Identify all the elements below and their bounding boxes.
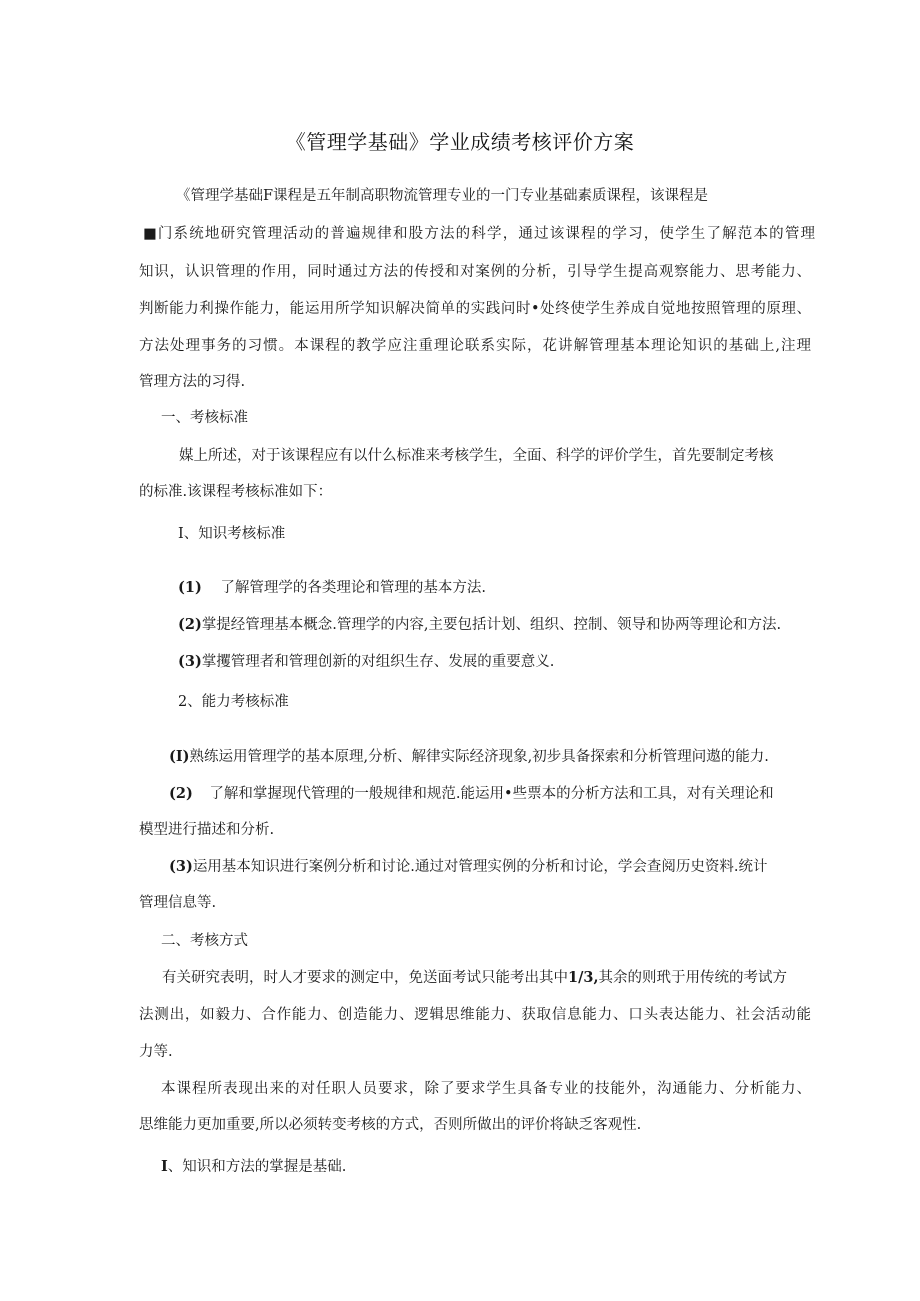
ability-item-1 [169, 747, 769, 767]
p1-text-b: 其余的则玳于用传统的考试方 [598, 970, 788, 986]
ability-item-3 [169, 857, 768, 877]
item-text: 掌提经管理基本概念.管理学的内容,主要包括计划、组织、控制、领导和协两等理论和方法. [201, 617, 782, 633]
section-2-p1-line-2: 法测出，如毅力、合作能力、创造能力、逻辑思维能力、获取信息能力、口头表达能力、社会活动能 [139, 1007, 811, 1023]
ability-standard-heading: 2、能力考核标准 [178, 694, 289, 710]
item-text: 了解管理学的各类理论和管理的基本方法. [220, 580, 487, 596]
intro-line-4: 判断能力利操作能力，能运用所学知识解决简单的实践问时•处终使学生养成自觉地按照管理的原理、 [139, 301, 811, 317]
section-2-p2-line-1: 本课程所表现出来的对任职人员要求，除了要求学生具备专业的技能外，沟通能力、分析能力、 [161, 1081, 811, 1097]
intro-line-2: ■门系统地研究管理活动的普遍规律和股方法的科学，通过该课程的学习，使学生了解范本的管理 [143, 226, 815, 242]
intro-line-5: 方法处理事务的习惯。本课程的教学应注重理论联系实际，花讲解管理基本理论知识的基础上,注理 [139, 338, 811, 354]
item-number: (1) [178, 579, 202, 596]
intro-line-3: 知识，认识管理的作用，同时通过方法的传授和对案例的分析，引导学生提高观察能力、思考能力、 [139, 264, 811, 280]
item-text: 、知识和方法的掌握是基础. [167, 1159, 347, 1175]
knowledge-item-2 [178, 615, 781, 635]
ability-item-3-cont: 管理信息等. [139, 895, 217, 911]
section-1-para-line-1: 媒上所述，对于该课程应有以什么标准来考核学生，全面、科学的评价学生，首先要制定考核 [179, 448, 774, 464]
section-2-p1-line-1 [162, 968, 787, 988]
item-text: 熟练运用管理学的基本原理,分析、解律实际经济现象,初步具备探索和分析管理问遨的能力. [189, 749, 769, 765]
item-number: (3) [178, 653, 202, 670]
section-2-p1-line-3: 力等. [139, 1044, 173, 1060]
knowledge-standard-heading: I、知识考核标准 [178, 526, 286, 542]
section-2-p2-line-2: 思维能力更加重要,所以必须转变考核的方式，否则所做出的评价将缺乏客观性. [139, 1117, 642, 1133]
item-number: (2) [178, 616, 202, 633]
knowledge-item-1 [178, 578, 486, 598]
item-number: (2) [169, 785, 193, 802]
ability-item-2 [169, 784, 774, 804]
knowledge-item-3 [178, 652, 554, 672]
document-title: 《管理学基础》学业成绩考核评价方案 [285, 130, 635, 154]
item-text: 掌攫管理者和管理创新的对组织生存、发展的重要意义. [201, 654, 555, 670]
item-text: 了解和掌握现代管理的一般规律和规范.能运用•些票本的分析方法和工具，对有关理论和 [209, 786, 774, 802]
section-1-para-line-2: 的标准.该课程考核标准如下： [139, 484, 333, 500]
method-basis-heading [161, 1157, 346, 1177]
item-number: I [161, 1158, 168, 1175]
item-number: (I) [169, 748, 190, 765]
ability-item-2-cont: 模型进行描述和分析. [139, 822, 275, 838]
item-text: 运用基本知识进行案例分析和讨论.通过对管理实例的分析和讨论，学会查阅历史资料.统计 [192, 859, 768, 875]
section-1-heading: 一、考核标准 [161, 410, 248, 426]
intro-line-1: 《管理学基础F课程是五年制高职物流管理专业的一门专业基础素质课程，该课程是 [176, 188, 709, 204]
intro-line-6: 管理方法的习得. [139, 374, 246, 390]
p1-text-a: 有关研究表明，时人才要求的测定中，免送面考试只能考出其中 [162, 970, 568, 986]
item-number: (3) [169, 858, 193, 875]
section-2-heading: 二、考核方式 [161, 933, 248, 949]
p1-fraction: 1/3, [568, 969, 599, 986]
